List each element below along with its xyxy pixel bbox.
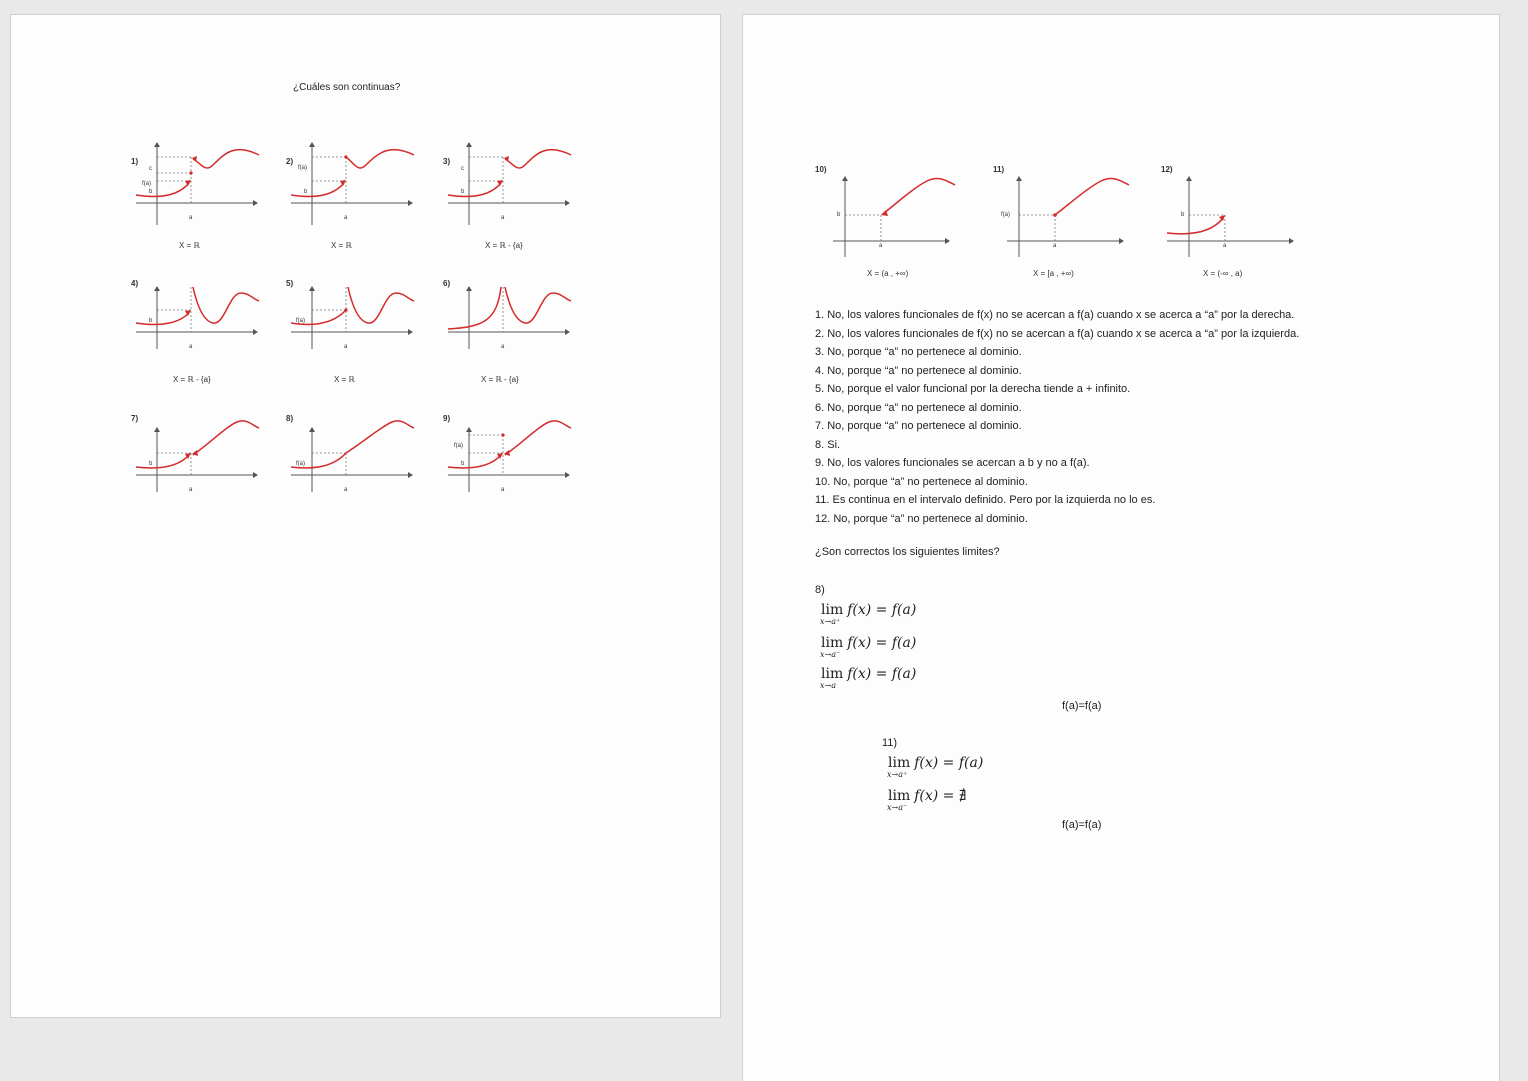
y-label: b	[461, 189, 465, 195]
point-fa	[1053, 213, 1057, 217]
block-8-result: f(a)=f(a)	[1062, 700, 1102, 712]
curve-left	[448, 455, 501, 468]
answer-item: 12. No, porque “a” no pertenece al dominio.	[815, 512, 1028, 525]
domain-caption: X = ℝ - {a}	[173, 375, 211, 384]
question-heading: ¿Son correctos los siguientes limites?	[815, 546, 1000, 558]
y-axis-arrow-icon	[466, 142, 472, 147]
lim-text: lim	[821, 602, 844, 618]
y-label: b	[304, 189, 308, 195]
answer-item: 9. No, los valores funcionales se acercan a b y no a f(a).	[815, 457, 1090, 469]
graph-number: 7)	[131, 414, 139, 423]
lim-text: lim	[888, 755, 911, 771]
x-label: a	[189, 344, 193, 350]
x-label: a	[501, 487, 505, 493]
limit-11-right	[887, 755, 984, 779]
x-label: a	[1223, 243, 1227, 249]
graph-9-plot	[443, 400, 573, 500]
curve-right	[348, 287, 414, 323]
curve-left	[448, 287, 501, 329]
y-axis-arrow-icon	[1016, 176, 1022, 181]
answer-item: 2. No, los valores funcionales de f(x) no se acercan a f(a) cuando x se acerca a “a” por la izquierda.	[815, 327, 1300, 340]
domain-caption: X = (a , +∞)	[867, 269, 909, 278]
y-axis-arrow-icon	[1186, 176, 1192, 181]
curve-left	[448, 183, 501, 197]
domain-caption: X = ℝ	[179, 241, 200, 250]
x-label: a	[344, 344, 348, 350]
domain-caption: X = ℝ - {a}	[481, 375, 519, 384]
y-label: b	[149, 461, 153, 467]
lim-subscript: x→a	[820, 681, 836, 690]
graph-number: 1)	[131, 157, 139, 166]
curve-left	[291, 183, 344, 197]
curve	[1055, 178, 1129, 215]
x-axis-arrow-icon	[565, 200, 570, 206]
graph-4	[131, 265, 261, 384]
x-axis-arrow-icon	[1289, 238, 1294, 244]
lim-expression: f(x) = f(a)	[914, 755, 984, 771]
graph-number: 6)	[443, 279, 451, 288]
x-axis-arrow-icon	[945, 238, 950, 244]
curve-right	[505, 287, 571, 323]
lim-operator	[820, 666, 844, 690]
point-fa	[344, 308, 347, 311]
y-label: b	[461, 461, 465, 467]
y-label: c	[149, 166, 152, 172]
lim-expression: f(x) = f(a)	[847, 666, 917, 682]
y-label: f(a)	[296, 318, 305, 324]
graph-6-plot	[443, 265, 573, 365]
lim-expression: f(x) = ∄	[914, 788, 967, 804]
arrowhead-icon	[192, 450, 198, 456]
y-label: f(a)	[454, 443, 463, 449]
lim-expression: f(x) = f(a)	[847, 602, 917, 618]
graph-3	[443, 143, 573, 250]
graph-7	[131, 400, 261, 500]
graph-5	[286, 265, 416, 384]
x-label: a	[189, 487, 193, 493]
y-axis-arrow-icon	[309, 286, 315, 291]
y-label: f(a)	[298, 165, 307, 171]
lim-subscript: x→a⁺	[887, 770, 908, 779]
y-axis-arrow-icon	[309, 427, 315, 432]
lim-operator	[820, 602, 844, 626]
y-label: f(a)	[1001, 212, 1010, 218]
curve-right	[193, 150, 259, 168]
y-label: b	[1181, 212, 1185, 218]
x-label: a	[879, 243, 883, 249]
x-label: a	[344, 215, 348, 221]
answer-item: 7. No, porque “a” no pertenece al dominio.	[815, 420, 1022, 432]
x-axis-arrow-icon	[565, 472, 570, 478]
y-axis-arrow-icon	[309, 142, 315, 147]
graph-number: 4)	[131, 279, 139, 288]
arrowhead-icon	[497, 180, 503, 186]
x-label: a	[1053, 243, 1057, 249]
x-axis-arrow-icon	[1119, 238, 1124, 244]
answer-item: 5. No, porque el valor funcional por la derecha tiende a + infinito.	[815, 383, 1131, 395]
y-label: f(a)	[296, 461, 305, 467]
graph-number: 10)	[815, 165, 827, 174]
x-label: a	[189, 215, 193, 221]
y-label: b	[837, 212, 841, 218]
curve-left	[136, 455, 189, 468]
limit-8-left	[820, 635, 917, 659]
answer-item: 11. Es continua en el intervalo definido. Pero por la izquierda no lo es.	[815, 494, 1156, 506]
graph-1	[131, 143, 261, 250]
x-axis-arrow-icon	[253, 200, 258, 206]
x-axis-arrow-icon	[408, 329, 413, 335]
x-axis-arrow-icon	[408, 472, 413, 478]
answers-list	[815, 306, 1299, 528]
graph-2	[286, 143, 416, 250]
limit-11-left	[887, 788, 967, 812]
graph-11	[993, 163, 1123, 278]
domain-caption: X = (-∞ , a)	[1203, 269, 1243, 278]
arrowhead-icon	[340, 180, 346, 186]
curve-right	[193, 287, 259, 323]
y-label: b	[149, 189, 153, 195]
y-axis-arrow-icon	[466, 427, 472, 432]
lim-text: lim	[888, 788, 911, 804]
graph-5-plot	[286, 265, 416, 365]
lim-subscript: x→a⁻	[887, 803, 908, 812]
graph-8	[286, 400, 416, 500]
domain-caption: X = ℝ	[334, 375, 355, 384]
answer-item: 4. No, porque “a” no pertenece al dominio.	[815, 364, 1022, 377]
domain-caption: X = ℝ - {a}	[485, 241, 523, 250]
graph-number: 9)	[443, 414, 451, 423]
x-axis-arrow-icon	[253, 472, 258, 478]
graph-number: 8)	[286, 414, 294, 423]
block-8-label: 8)	[815, 584, 825, 596]
x-label: a	[501, 344, 505, 350]
point-fa	[501, 433, 504, 436]
x-axis-arrow-icon	[253, 329, 258, 335]
lim-text: lim	[821, 666, 844, 682]
graph-number: 5)	[286, 279, 294, 288]
x-label: a	[344, 487, 348, 493]
y-axis-arrow-icon	[466, 286, 472, 291]
page-title: ¿Cuáles son continuas?	[293, 82, 401, 93]
graph-11-plot	[993, 163, 1123, 263]
answer-item: 3. No, porque “a” no pertenece al dominio.	[815, 346, 1022, 358]
curve-right	[505, 150, 571, 168]
curve-left	[136, 313, 189, 325]
lim-subscript: x→a⁺	[820, 617, 841, 626]
graph-8-plot	[286, 400, 416, 500]
y-axis-arrow-icon	[154, 427, 160, 432]
lim-text: lim	[821, 635, 844, 651]
graph-number: 11)	[993, 165, 1005, 174]
y-axis-arrow-icon	[154, 286, 160, 291]
curve-right	[346, 150, 414, 168]
limit-8-right	[820, 602, 917, 626]
graph-number: 2)	[286, 157, 294, 166]
left-page	[10, 14, 721, 1018]
lim-operator	[887, 788, 911, 812]
domain-caption: X = ℝ	[331, 241, 352, 250]
graph-number: 3)	[443, 157, 451, 166]
y-label: b	[149, 318, 153, 324]
arrowhead-icon	[185, 180, 191, 186]
answer-item: 1. No, los valores funcionales de f(x) no se acercan a f(a) cuando x se acerca a “a” por la derecha.	[815, 309, 1295, 321]
graph-9	[443, 400, 573, 500]
graph-7-plot	[131, 400, 261, 500]
graph-10	[815, 163, 945, 278]
graph-number: 12)	[1161, 165, 1173, 174]
curve-right	[193, 421, 259, 455]
point-fa	[189, 171, 192, 174]
lim-operator	[887, 755, 911, 779]
right-page	[742, 14, 1500, 1081]
y-axis-arrow-icon	[842, 176, 848, 181]
lim-subscript: x→a⁻	[820, 650, 841, 659]
graph-6	[443, 265, 573, 384]
curve	[291, 421, 414, 468]
lim-expression: f(x) = f(a)	[847, 635, 917, 651]
graph-12	[1161, 163, 1291, 278]
block-11-result: f(a)=f(a)	[1062, 819, 1102, 831]
domain-caption: X = [a , +∞)	[1033, 269, 1074, 278]
curve-left	[1167, 218, 1223, 234]
y-label: c	[461, 166, 464, 172]
x-axis-arrow-icon	[408, 200, 413, 206]
curve-right	[505, 421, 571, 455]
answer-item: 6. No, porque “a” no pertenece al dominio.	[815, 401, 1022, 414]
lim-operator	[820, 635, 844, 659]
block-11-label: 11)	[882, 737, 898, 749]
graph-4-plot	[131, 265, 261, 365]
point-fa	[344, 155, 347, 158]
limit-8-two-sided	[820, 666, 917, 690]
y-label: f(a)	[142, 181, 151, 187]
y-axis-arrow-icon	[154, 142, 160, 147]
curve	[883, 178, 955, 214]
x-label: a	[501, 215, 505, 221]
x-axis-arrow-icon	[565, 329, 570, 335]
arrowhead-icon	[504, 450, 510, 456]
answer-item: 10. No, porque “a” no pertenece al dominio.	[815, 475, 1028, 488]
answer-item: 8. Si.	[815, 438, 841, 451]
